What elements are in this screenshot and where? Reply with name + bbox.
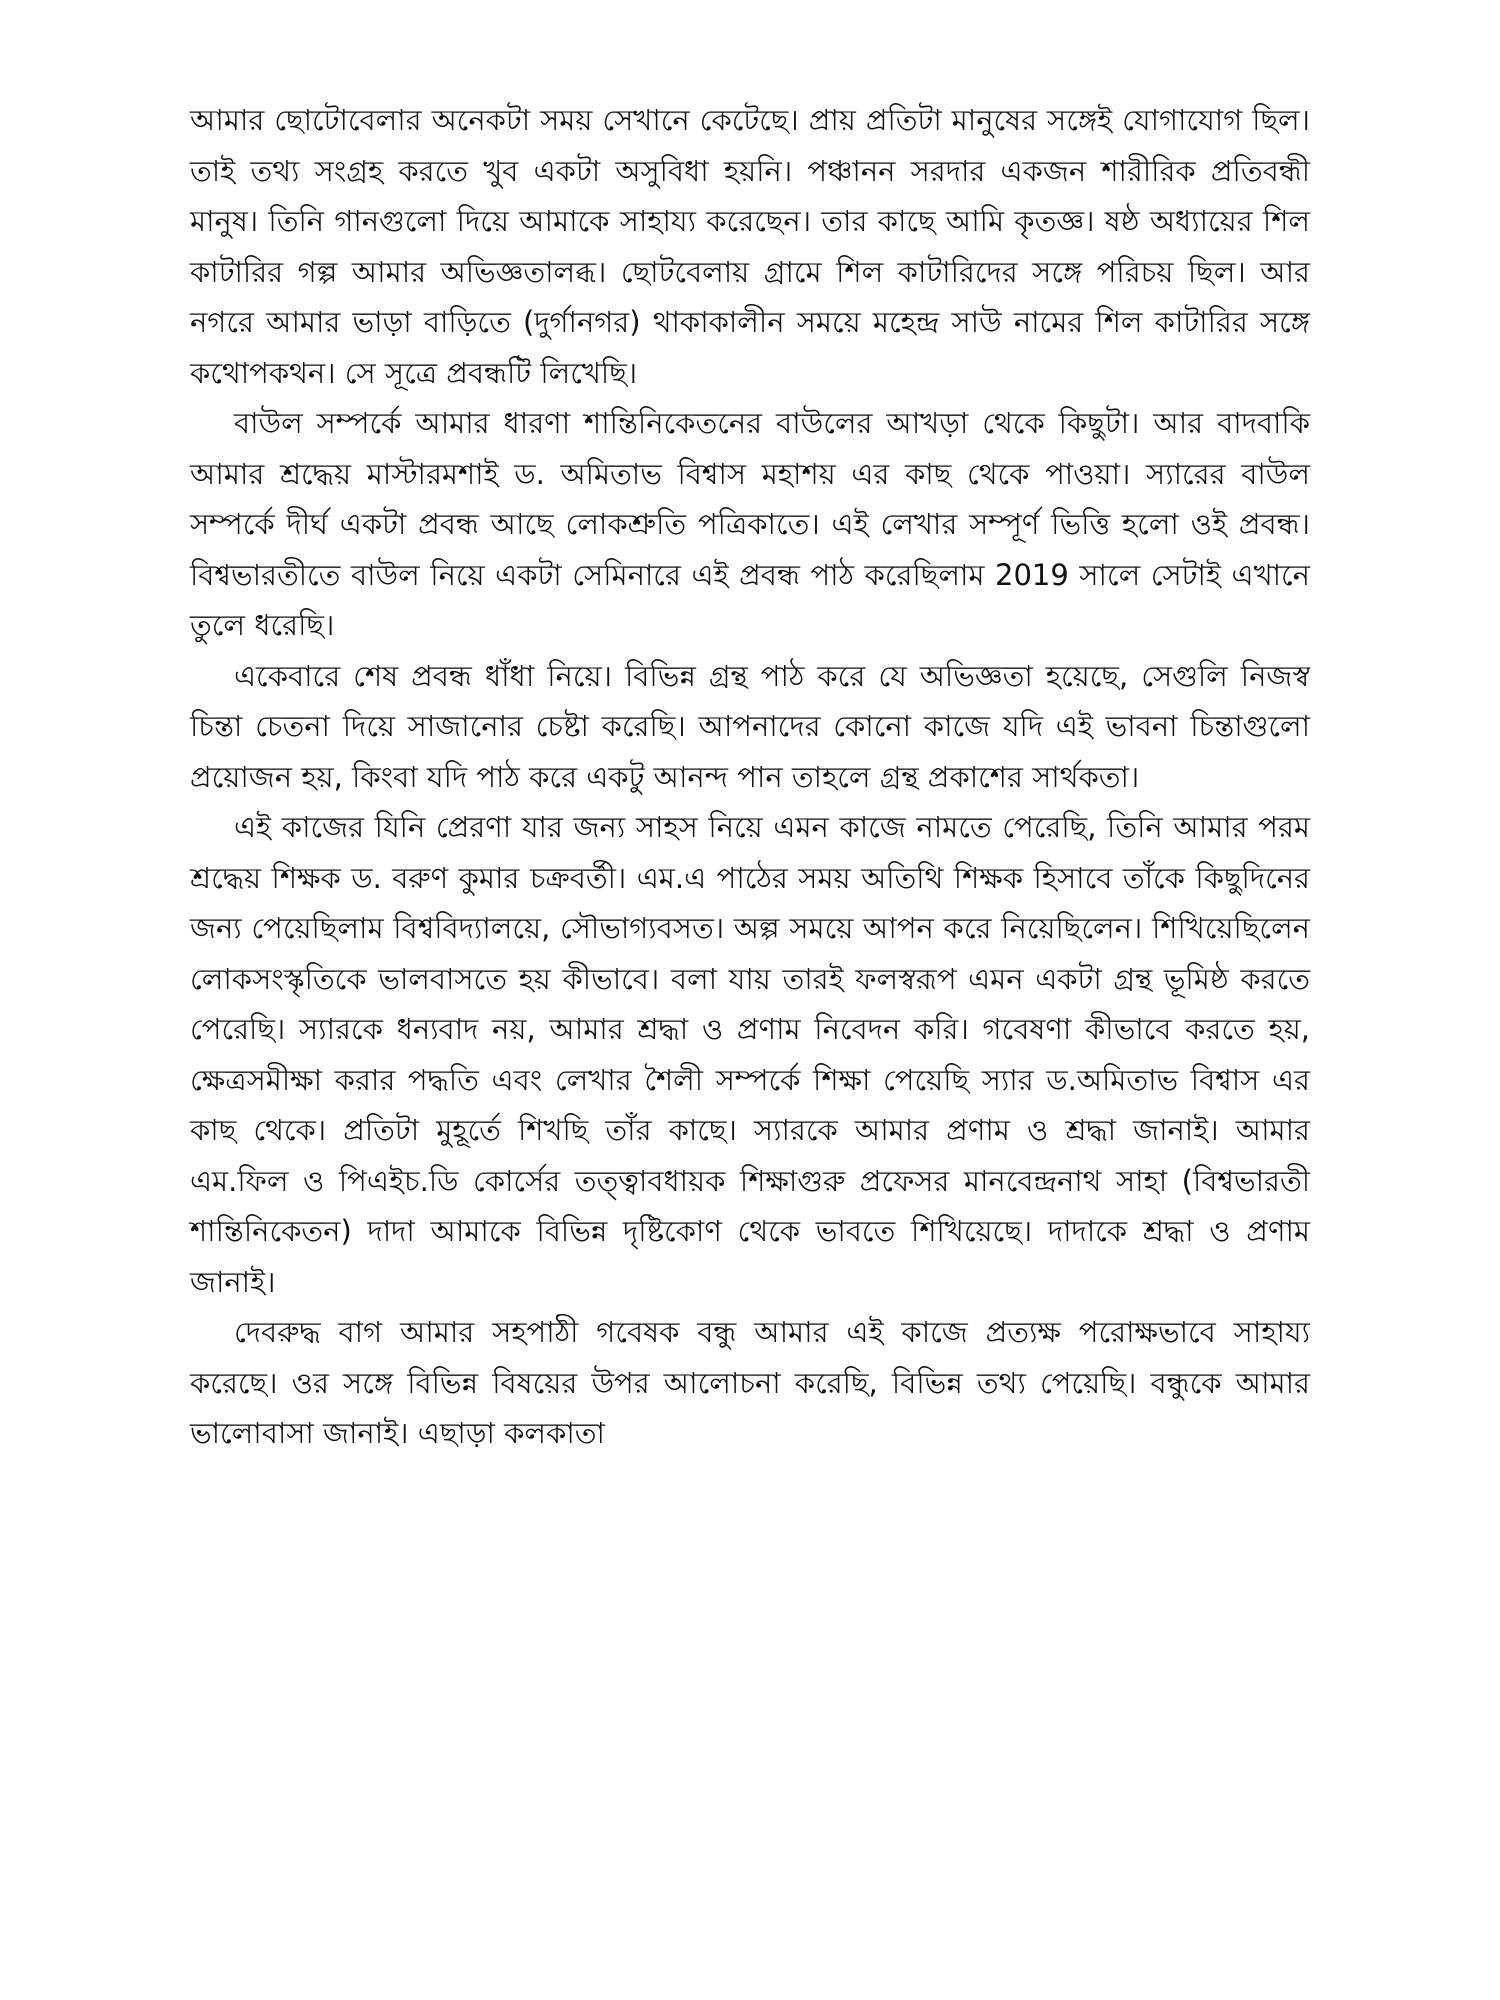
paragraph-acknowledgement-teachers: এই কাজের যিনি প্রেরণা যার জন্য সাহস নিয়ে এমন কাজে নামতে পেরেছি, তিনি আমার পরম শ্রদ্ধেয় শিক্ষক ড. বরুণ কুমার চক্রবর্তী। এম.এ পাঠের সময় অতিথি শিক্ষক হিসাবে তাঁকে কিছুদিনের জন্য পেয়েছিলাম বিশ্ববিদ্যালয়ে, সৌভাগ্যবসত। অল্প সময়ে আপন করে নিয়েছিলেন। শিখিয়েছিলেন লোকসংস্কৃতিকে ভালবাসতে হয় কীভাবে। বলা যায় তারই ফলস্বরূপ এমন একটা গ্রন্থ ভূমিষ্ঠ করতে পেরেছি। স্যারকে ধন্যবাদ নয়, আমার শ্রদ্ধা ও প্রণাম নিবেদন করি। গবেষণা কীভাবে করতে হয়, ক্ষেত্রসমীক্ষা করার পদ্ধতি এবং লেখার শৈলী সম্পর্কে শিক্ষা পেয়েছি স্যার ড.অমিতাভ বিশ্বাস এর কাছ থেকে। প্রতিটা মুহূর্তে শিখছি তাঁর কাছে। স্যারকে আমার প্রণাম ও শ্রদ্ধা জানাই। আমার এম.ফিল ও পিএইচ.ডি কোর্সের তত্ত্বাবধায়ক শিক্ষাগুরু প্রফেসর মানবেন্দ্রনাথ সাহা (বিশ্বভারতী শান্তিনিকেতন) দাদা আমাকে বিভিন্ন দৃষ্টিকোণ থেকে ভাবতে শিখিয়েছে। দাদাকে শ্রদ্ধা ও প্রণাম জানাই। (190, 810, 1310, 1299)
paragraph-baul: বাউল সম্পর্কে আমার ধারণা শান্তিনিকেতনের বাউলের আখড়া থেকে কিছুটা। আর বাদবাকি আমার শ্রদ্ধেয় মাস্টারমশাই ড. অমিতাভ বিশ্বাস মহাশয় এর কাছ থেকে পাওয়া। স্যারের বাউল সম্পর্কে দীর্ঘ একটা প্রবন্ধ আছে লোকশ্রুতি পত্রিকাতে। এই লেখার সম্পূর্ণ ভিত্তি হলো ওই প্রবন্ধ। বিশ্বভারতীতে বাউল নিয়ে একটা সেমিনারে এই প্রবন্ধ পাঠ করেছিলাম 2019 সালে সেটাই এখানে তুলে ধরেছি। (190, 406, 1310, 642)
paragraph-acknowledgement-friend: দেবরুদ্ধ বাগ আমার সহপাঠী গবেষক বন্ধু আমার এই কাজে প্রত্যক্ষ পরোক্ষভাবে সাহায্য করেছে। ওর সঙ্গে বিভিন্ন বিষয়ের উপর আলোচনা করেছি, বিভিন্ন তথ্য পেয়েছি। বন্ধুকে আমার ভালোবাসা জানাই। এছাড়া কলকাতা (190, 1315, 1310, 1450)
document-page (190, 95, 1310, 1459)
paragraph-childhood-sources: আমার ছোটোবেলার অনেকটা সময় সেখানে কেটেছে। প্রায় প্রতিটা মানুষের সঙ্গেই যোগাযোগ ছিল। তাই তথ্য সংগ্রহ করতে খুব একটা অসুবিধা হয়নি। পঞ্চানন সরদার একজন শারীরিক প্রতিবন্ধী মানুষ। তিনি গানগুলো দিয়ে আমাকে সাহায্য করেছেন। তার কাছে আমি কৃতজ্ঞ। ষষ্ঠ অধ্যায়ের শিল কাটারির গল্প আমার অভিজ্ঞতালব্ধ। ছোটবেলায় গ্রামে শিল কাটারিদের সঙ্গে পরিচয় ছিল। আর নগরে আমার ভাড়া বাড়িতে (দুর্গানগর) থাকাকালীন সময়ে মহেন্দ্র সাউ নামের শিল কাটারির সঙ্গে কথোপকথন। সে সূত্রে প্রবন্ধটি লিখেছি। (190, 103, 1310, 390)
paragraph-riddles: একেবারে শেষ প্রবন্ধ ধাঁধা নিয়ে। বিভিন্ন গ্রন্থ পাঠ করে যে অভিজ্ঞতা হয়েছে, সেগুলি নিজস্ব চিন্তা চেতনা দিয়ে সাজানোর চেষ্টা করেছি। আপনাদের কোনো কাজে যদি এই ভাবনা চিন্তাগুলো প্রয়োজন হয়, কিংবা যদি পাঠ করে একটু আনন্দ পান তাহলে গ্রন্থ প্রকাশের সার্থকতা। (190, 658, 1310, 794)
